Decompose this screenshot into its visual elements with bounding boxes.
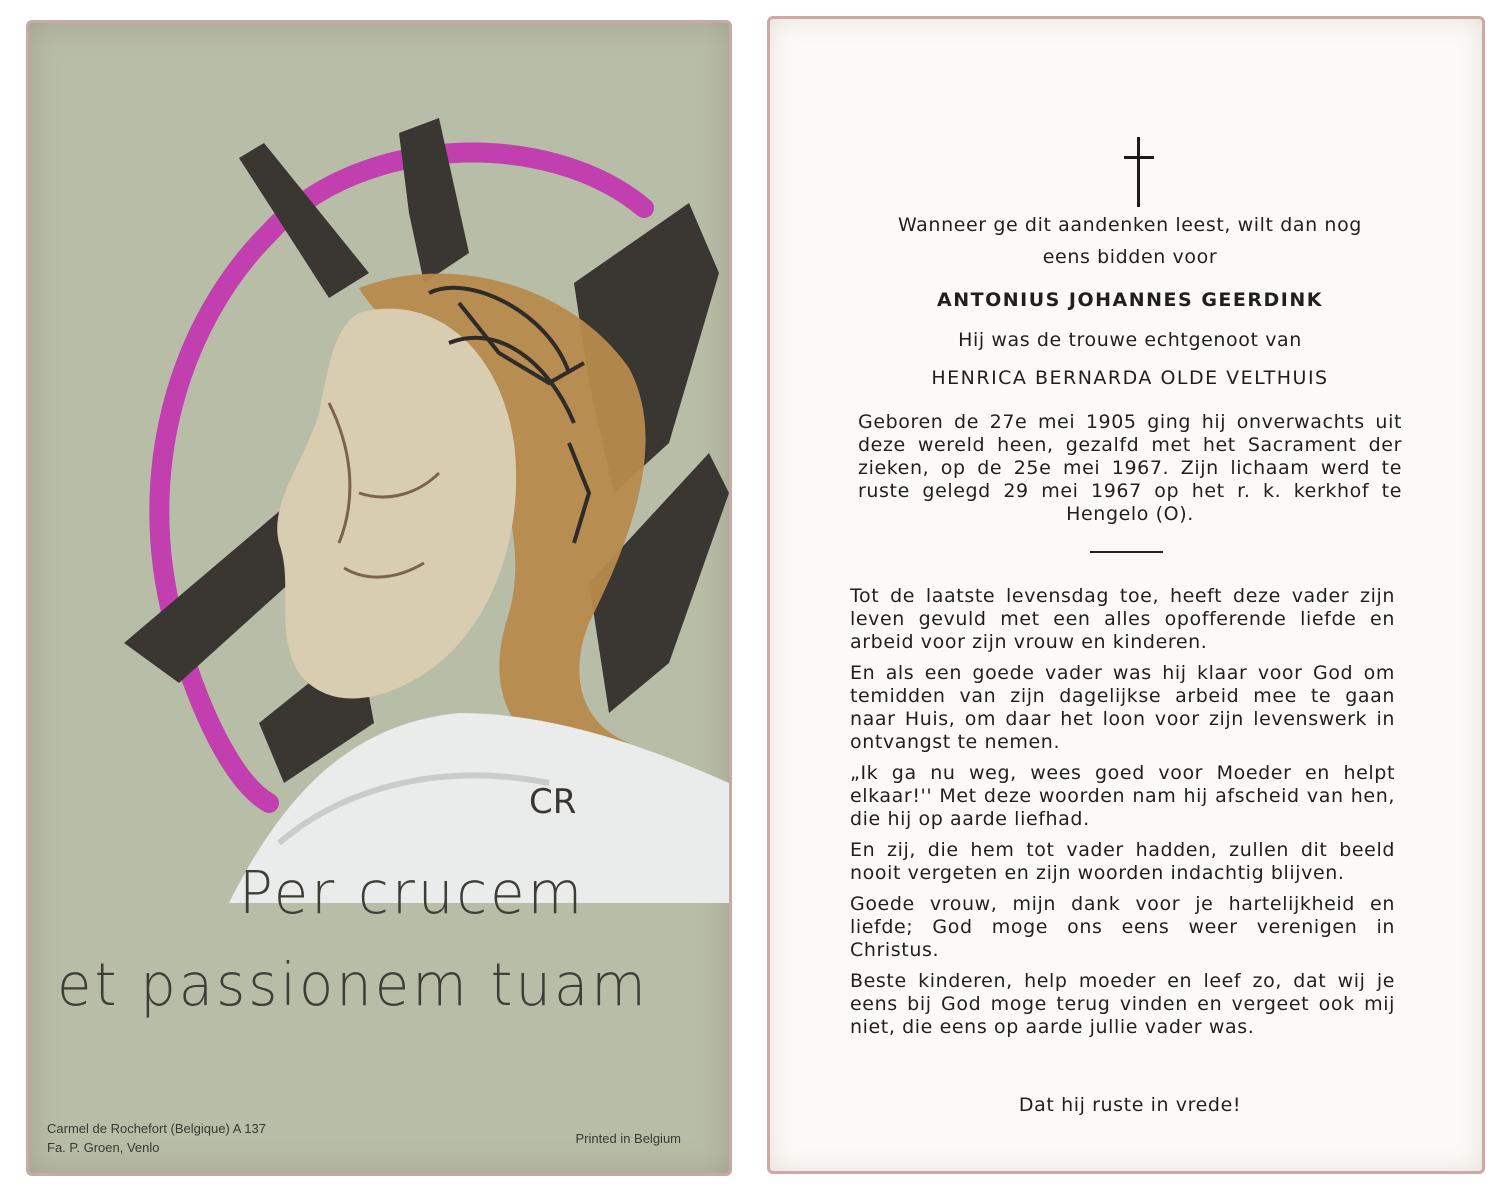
- printed-in-label: Printed in Belgium: [575, 1131, 681, 1146]
- intro-line-1: Wanneer ge dit aandenken leest, wilt dan nog: [898, 214, 1362, 236]
- motto-line-2: et passionem tuam: [57, 951, 649, 1020]
- divider: [1090, 551, 1163, 553]
- intro-line-2: eens bidden voor: [1042, 246, 1218, 268]
- paragraph: En zij, die hem tot vader hadden, zullen dit beeld nooit vergeten en zijn woorden indachtig blijven.: [850, 839, 1395, 884]
- artist-monogram: CR: [529, 782, 577, 822]
- cross-icon: [1124, 137, 1154, 207]
- imprint-publisher: [47, 1119, 266, 1157]
- face: [277, 309, 516, 699]
- spouse-name: HENRICA BERNARDA OLDE VELTHUIS: [931, 367, 1329, 389]
- cross-beam-top: [399, 118, 469, 283]
- prayer-card-front: [26, 20, 732, 1176]
- paragraph: En als een goede vader was hij klaar voor God om temidden van zijn dagelijkse arbeid mee te gaan naar Huis, om daar het loon voor zijn levenswerk in ontvangst te nemen.: [850, 662, 1395, 753]
- christ-illustration: [29, 23, 729, 903]
- closing-prayer: Dat hij ruste in vrede!: [1018, 1094, 1242, 1116]
- biography: Geboren de 27e mei 1905 ging hij onverwachts uit deze wereld heen, gezalfd met het Sacrament der zieken, op de 25e mei 1967. Zijn lichaam werd te ruste gelegd 29 mei 1967 op het r. k. kerkhof te Hengelo (O).: [858, 411, 1402, 525]
- intro-text: [830, 209, 1430, 273]
- prayer-card-back: [767, 16, 1485, 1174]
- memorial-text: [850, 585, 1395, 1047]
- motto-line-1: Per crucem: [239, 859, 586, 928]
- imprint-line-2: Fa. P. Groen, Venlo: [47, 1140, 160, 1155]
- paragraph: Beste kinderen, help moeder en leef zo, dat wij je eens bij God moge terug vinden en vergeet ook mij niet, die eens op aarde jullie vader was.: [850, 970, 1395, 1038]
- paragraph: Tot de laatste levensdag toe, heeft deze vader zijn leven gevuld met een alles opofferende liefde en arbeid voor zijn vrouw en kinderen.: [850, 585, 1395, 653]
- paragraph: „Ik ga nu weg, wees goed voor Moeder en helpt elkaar!'' Met deze woorden nam hij afscheid van hen, die hij op aarde liefhad.: [850, 762, 1395, 830]
- spouse-intro: Hij was de trouwe echtgenoot van: [958, 329, 1302, 351]
- paragraph: Goede vrouw, mijn dank voor je hartelijkheid en liefde; God moge ons eens weer verenigen in Christus.: [850, 893, 1395, 961]
- deceased-name: ANTONIUS JOHANNES GEERDINK: [937, 289, 1323, 311]
- imprint-line-1: Carmel de Rochefort (Belgique) A 137: [47, 1121, 266, 1136]
